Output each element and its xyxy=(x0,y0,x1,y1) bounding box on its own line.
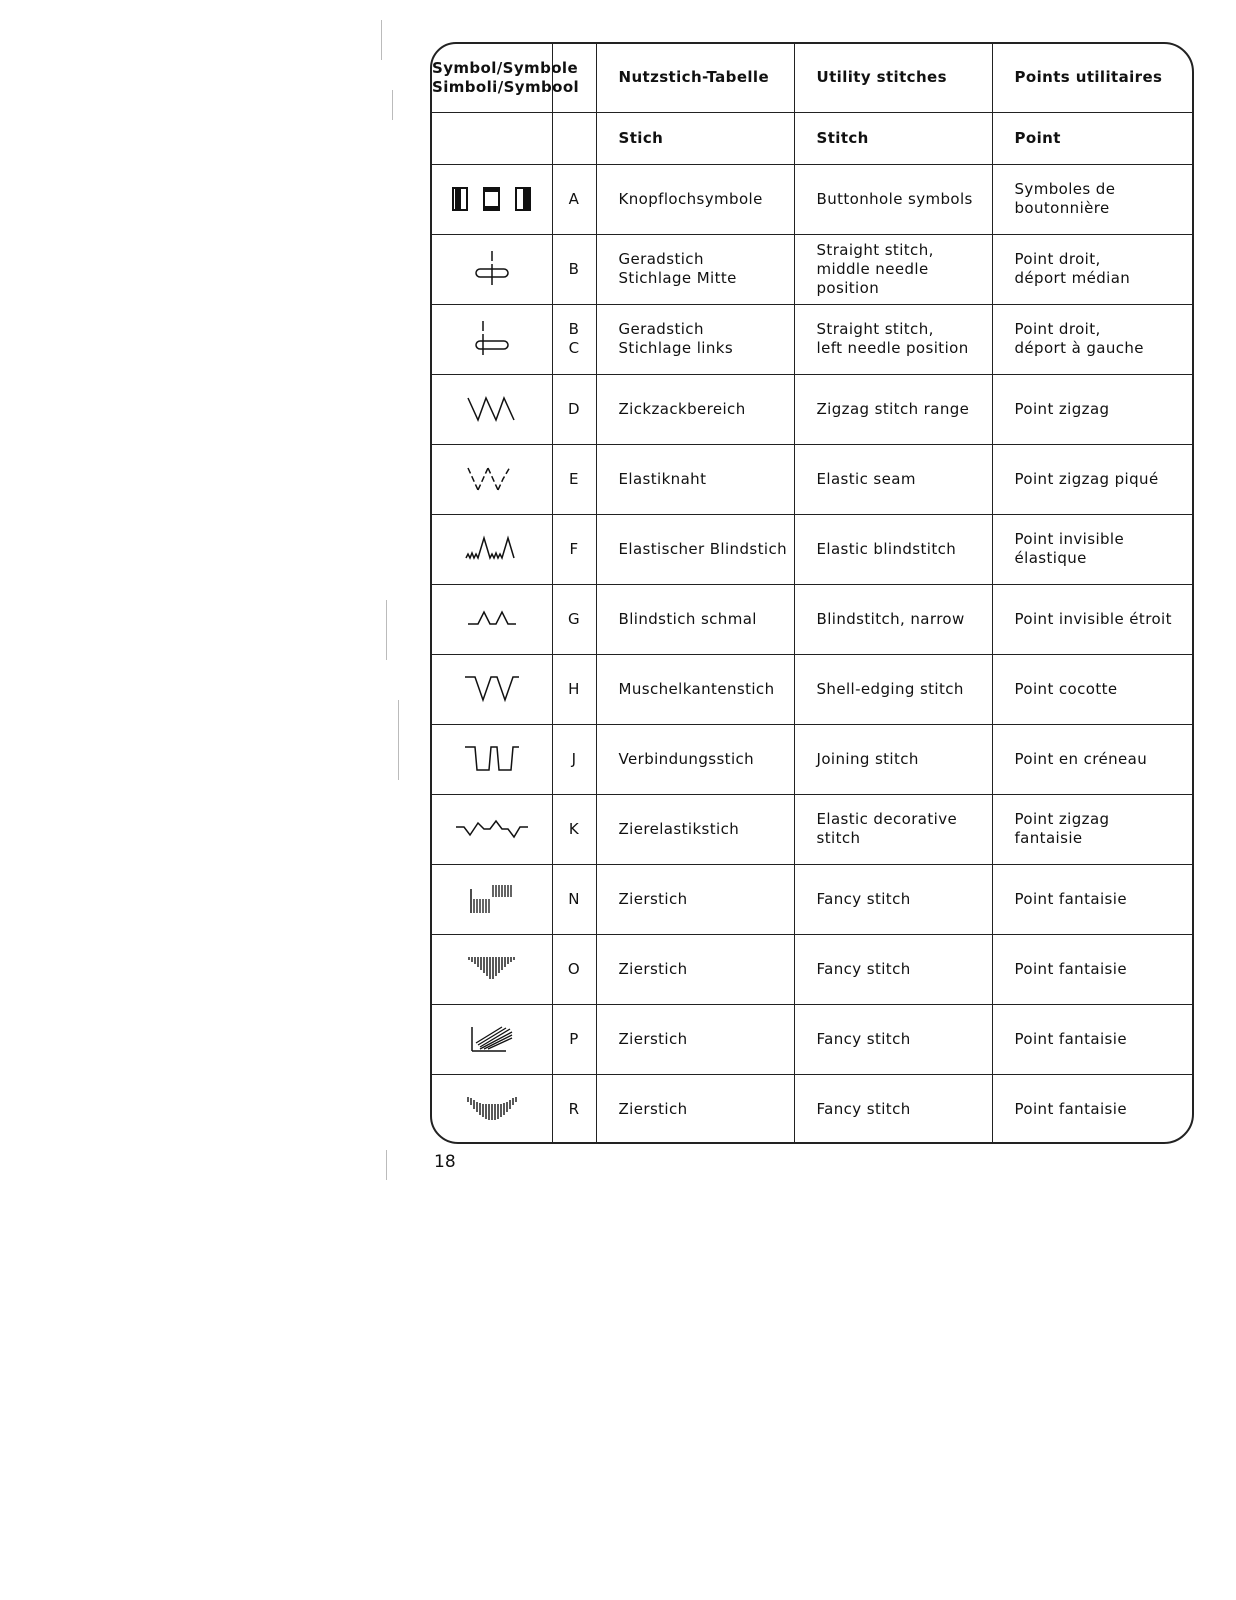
scan-mark xyxy=(386,600,387,660)
shell-edging-icon xyxy=(461,680,523,698)
symbol-cell xyxy=(432,654,552,724)
stitch-code: O xyxy=(552,934,596,1004)
scan-mark xyxy=(386,1150,387,1180)
german-stitch-name: Muschelkantenstich xyxy=(596,654,794,724)
table-row xyxy=(432,654,1192,724)
stitch-code: R xyxy=(552,1074,596,1144)
english-stitch-name: Zigzag stitch range xyxy=(794,374,992,444)
symbol-cell xyxy=(432,164,552,234)
stitch-code: B xyxy=(552,234,596,304)
symbol-column-header: Symbol/Symbole Simboli/Symbool xyxy=(432,44,552,112)
french-stitch-subheader: Point xyxy=(992,112,1192,164)
header-row-languages xyxy=(432,44,1192,112)
french-stitch-name: Point droit, déport médian xyxy=(992,234,1192,304)
english-stitch-name: Elastic blindstitch xyxy=(794,514,992,584)
german-stitch-name: Zierelastikstich xyxy=(596,794,794,864)
scan-mark xyxy=(381,20,382,60)
table-row xyxy=(432,234,1192,304)
german-stitch-name: Zickzackbereich xyxy=(596,374,794,444)
english-stitch-subheader: Stitch xyxy=(794,112,992,164)
straight-stitch-middle-icon xyxy=(467,260,517,278)
table-row xyxy=(432,1004,1192,1074)
symbol-cell xyxy=(432,584,552,654)
table-row xyxy=(432,444,1192,514)
french-stitch-name: Point invisible étroit xyxy=(992,584,1192,654)
french-column-header: Points utilitaires xyxy=(992,44,1192,112)
english-stitch-name: Blindstitch, narrow xyxy=(794,584,992,654)
symbol-cell xyxy=(432,1004,552,1074)
page-number: 18 xyxy=(434,1152,456,1172)
english-stitch-name: Fancy stitch xyxy=(794,864,992,934)
blindstitch-narrow-icon xyxy=(464,610,520,628)
stitch-code: E xyxy=(552,444,596,514)
english-stitch-name: Fancy stitch xyxy=(794,1004,992,1074)
straight-stitch-left-icon xyxy=(467,330,517,348)
french-stitch-name: Point zigzag xyxy=(992,374,1192,444)
symbol-cell xyxy=(432,234,552,304)
table-row xyxy=(432,514,1192,584)
german-stitch-name: Zierstich xyxy=(596,864,794,934)
english-stitch-name: Buttonhole symbols xyxy=(794,164,992,234)
fancy-stitch-o-icon xyxy=(465,960,519,978)
french-stitch-name: Point droit, déport à gauche xyxy=(992,304,1192,374)
english-stitch-name: Straight stitch, left needle position xyxy=(794,304,992,374)
utility-stitch-table xyxy=(432,44,1192,1144)
table-row xyxy=(432,584,1192,654)
symbol-cell xyxy=(432,514,552,584)
symbol-cell xyxy=(432,374,552,444)
symbol-cell xyxy=(432,304,552,374)
german-stitch-name: Elastiknaht xyxy=(596,444,794,514)
buttonhole-symbols-icon xyxy=(447,190,537,208)
english-stitch-name: Joining stitch xyxy=(794,724,992,794)
german-stitch-name: Verbindungsstich xyxy=(596,724,794,794)
fancy-stitch-r-icon xyxy=(464,1100,520,1118)
table-row xyxy=(432,304,1192,374)
german-stitch-name: Zierstich xyxy=(596,1004,794,1074)
table-row xyxy=(432,724,1192,794)
french-stitch-name: Point fantaisie xyxy=(992,934,1192,1004)
header-row-stitch xyxy=(432,112,1192,164)
stitch-code: N xyxy=(552,864,596,934)
german-stitch-name: Blindstich schmal xyxy=(596,584,794,654)
english-stitch-name: Elastic seam xyxy=(794,444,992,514)
french-stitch-name: Point cocotte xyxy=(992,654,1192,724)
symbol-subheader-cell xyxy=(432,112,552,164)
zigzag-icon xyxy=(464,400,520,418)
elastic-decorative-icon xyxy=(454,820,530,838)
joining-stitch-icon xyxy=(461,750,523,768)
symbol-cell xyxy=(432,934,552,1004)
fancy-stitch-n-icon xyxy=(467,890,517,908)
utility-stitch-table-frame xyxy=(430,42,1194,1144)
french-stitch-name: Point fantaisie xyxy=(992,1004,1192,1074)
stitch-code: F xyxy=(552,514,596,584)
french-stitch-name: Point zigzag piqué xyxy=(992,444,1192,514)
german-stitch-name: Elastischer Blindstich xyxy=(596,514,794,584)
german-stitch-name: Zierstich xyxy=(596,1074,794,1144)
table-row xyxy=(432,374,1192,444)
stitch-code: G xyxy=(552,584,596,654)
german-stitch-name: Geradstich Stichlage links xyxy=(596,304,794,374)
german-column-header: Nutzstich-Tabelle xyxy=(596,44,794,112)
table-row xyxy=(432,864,1192,934)
stitch-code: B C xyxy=(552,304,596,374)
stitch-code: D xyxy=(552,374,596,444)
german-stitch-subheader: Stich xyxy=(596,112,794,164)
fancy-stitch-p-icon xyxy=(466,1030,518,1048)
german-stitch-name: Zierstich xyxy=(596,934,794,1004)
french-stitch-name: Point fantaisie xyxy=(992,1074,1192,1144)
english-stitch-name: Fancy stitch xyxy=(794,934,992,1004)
symbol-cell xyxy=(432,444,552,514)
french-stitch-name: Symboles de boutonnière xyxy=(992,164,1192,234)
code-subheader-cell xyxy=(552,112,596,164)
table-row xyxy=(432,164,1192,234)
stitch-code: J xyxy=(552,724,596,794)
table-row xyxy=(432,934,1192,1004)
german-stitch-name: Geradstich Stichlage Mitte xyxy=(596,234,794,304)
symbol-cell xyxy=(432,794,552,864)
french-stitch-name: Point invisible élastique xyxy=(992,514,1192,584)
stitch-code: K xyxy=(552,794,596,864)
french-stitch-name: Point en créneau xyxy=(992,724,1192,794)
symbol-cell xyxy=(432,724,552,794)
elastic-blindstitch-icon xyxy=(462,540,522,558)
table-row xyxy=(432,794,1192,864)
stitch-code: A xyxy=(552,164,596,234)
table-row xyxy=(432,1074,1192,1144)
english-stitch-name: Shell-edging stitch xyxy=(794,654,992,724)
scan-mark xyxy=(392,90,393,120)
english-column-header: Utility stitches xyxy=(794,44,992,112)
scan-mark xyxy=(398,700,399,780)
elastic-seam-icon xyxy=(464,470,520,488)
french-stitch-name: Point fantaisie xyxy=(992,864,1192,934)
english-stitch-name: Straight stitch, middle needle position xyxy=(794,234,992,304)
english-stitch-name: Elastic decorative stitch xyxy=(794,794,992,864)
stitch-code: P xyxy=(552,1004,596,1074)
stitch-code: H xyxy=(552,654,596,724)
german-stitch-name: Knopflochsymbole xyxy=(596,164,794,234)
symbol-cell xyxy=(432,1074,552,1144)
english-stitch-name: Fancy stitch xyxy=(794,1074,992,1144)
french-stitch-name: Point zigzag fantaisie xyxy=(992,794,1192,864)
symbol-cell xyxy=(432,864,552,934)
